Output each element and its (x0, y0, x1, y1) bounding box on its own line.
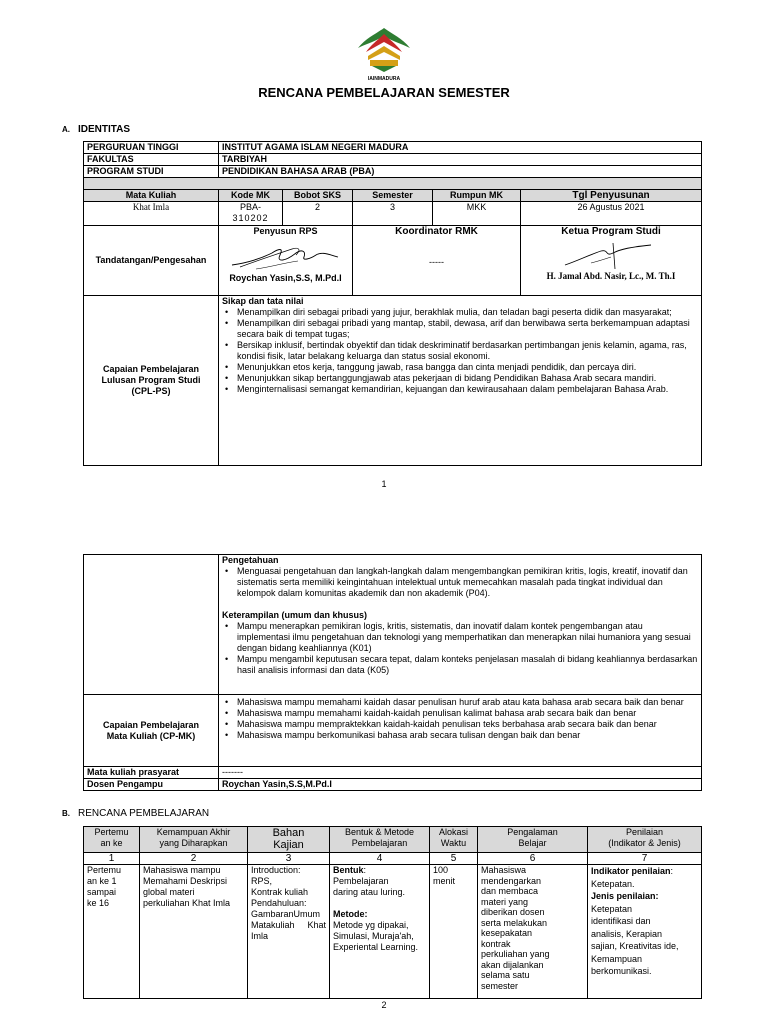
bahan-word: Matakuliah (251, 920, 295, 930)
hdr-line: Waktu (440, 838, 467, 848)
cpmk-label-cell (84, 695, 219, 767)
pengetahuan-content-cell (219, 555, 702, 695)
cp-continuation-table (83, 554, 702, 791)
pengetahuan-title: Pengetahuan (222, 555, 279, 565)
cpmk-row (84, 695, 702, 767)
pengalaman-line: diberikan dosen (481, 907, 545, 917)
bahan-line: GambaranUmum (251, 909, 321, 919)
bentuk-label: Bentuk (333, 865, 364, 875)
kemampuan-line: Mahasiswa mampu (143, 865, 221, 875)
plan-hdr-pengalaman (478, 827, 588, 853)
plan-hdr-pertemuan (84, 827, 140, 853)
sikap-item: • Menampilkan diri sebagai pribadi yang jujur, berakhlak mulia, dan teladan bagi peserta didik dan masyarakat; (222, 307, 698, 318)
section-b-title: RENCANA PEMBELAJARAN (78, 808, 210, 819)
prodi-label: PROGRAM STUDI (84, 166, 219, 178)
cpmk-item: • Mahasiswa mampu memahami kaidah dasar penulisan huruf arab atau kata bahasa arab secara baik dan benar (222, 697, 698, 708)
sikap-item: • Menampilkan diri sebagai pribadi yang mantap, stabil, dewasa, arif dan berwibawa serta berkemampuan adaptasi secara baik di tempat tugas; (222, 318, 698, 340)
bentuk-heading (333, 865, 426, 876)
identity-row-prodi (84, 166, 702, 178)
metode-line: Simulasi, Muraja'ah, (333, 931, 414, 941)
col-number: 1 (84, 853, 140, 865)
sign-label-cell (84, 226, 219, 296)
hdr-line: Pengalaman (507, 827, 558, 837)
cell-kemampuan (140, 865, 248, 999)
hdr-semester: Semester (353, 190, 433, 202)
section-b-heading (62, 808, 209, 819)
course-value-row (84, 202, 702, 226)
plan-table (83, 826, 702, 999)
hdr-mata-kuliah: Mata Kuliah (84, 190, 219, 202)
document-title: RENCANA PEMBELAJARAN SEMESTER (258, 85, 510, 100)
pertemuan-line: Pertemu (87, 865, 122, 875)
bahan-line: Introduction: (251, 865, 301, 875)
identity-blank-row (84, 178, 702, 190)
page-number-1: 1 (381, 479, 387, 489)
prasyarat-value: ------- (219, 767, 702, 779)
cpl-label-cell (84, 296, 219, 466)
koordinator-cell (353, 226, 521, 296)
sikap-title: Sikap dan tata nilai (222, 296, 304, 306)
hdr-line: (Indikator & Jenis) (608, 838, 681, 848)
plan-number-row (84, 853, 702, 865)
metode-line: Metode yg dipakai, (333, 920, 409, 930)
col-number: 5 (430, 853, 478, 865)
plan-row (84, 865, 702, 999)
penyusun-signature-icon (226, 239, 346, 273)
hdr-bobot-sks: Bobot SKS (283, 190, 353, 202)
sikap-item: • Menunjukkan etos kerja, tanggung jawab, rasa bangga dan cinta menjadi pendidik, dan percaya diri. (222, 362, 698, 373)
col-number: 6 (478, 853, 588, 865)
logo-caption: IAINMADURA (367, 76, 401, 82)
kaprodi-name: H. Jamal Abd. Nasir, Lc., M. Th.I (546, 271, 676, 281)
cpmk-item: • Mahasiswa mampu berkomunikasi bahasa arab secara tulisan dengan baik dan benar (222, 730, 698, 741)
pengetahuan-item: • Menguasai pengetahuan dan langkah-langkah dalam mengembangkan pemikiran kritis, logis, kreatif, inovatif dan sistematis serta memiliki keingintahuan intelektual untuk memecahkan masalah pada tingkat individual dan kelompok dalam komunitas akademik dan non akademik (P04). (222, 566, 698, 599)
pengalaman-line: akan dijalankan (481, 959, 544, 970)
kaprodi-cell (521, 226, 702, 296)
kemampuan-line: perkuliahan Khat Imla (143, 898, 231, 908)
hdr-line: Pembelajaran (351, 838, 408, 848)
pengalaman-line: kesepakatan (481, 928, 533, 938)
keterampilan-item: • Mampu mengambil keputusan secara tepat, dalam konteks penjelasan masalah di bidang keahliannya berdasarkan hasil analisis informasi dan data (K05) (222, 654, 698, 676)
cell-bentuk (330, 865, 430, 999)
bahan-word: Khat (307, 920, 326, 930)
kemampuan-line: global materi (143, 887, 195, 897)
cpl-content-cell (219, 296, 702, 466)
pengalaman-line: serta melakukan (481, 917, 548, 928)
val-semester: 3 (353, 202, 433, 226)
cpl-label-line-2: Lulusan Program Studi (101, 375, 201, 385)
indikator-line (591, 865, 698, 890)
bahan-line-justified (251, 920, 326, 931)
cpmk-content-cell (219, 695, 702, 767)
cell-alokasi (430, 865, 478, 999)
bahan-line: Kontrak kuliah (251, 887, 309, 897)
section-a-title: IDENTITAS (78, 124, 131, 135)
col-number: 2 (140, 853, 248, 865)
hdr-line: Bentuk & Metode (344, 827, 415, 837)
section-a-letter: A. (62, 125, 70, 134)
cpl-label-line-1: Capaian Pembelajaran (102, 364, 200, 374)
pengalaman-line: Mahasiswa (481, 865, 527, 875)
cpmk-item: • Mahasiswa mampu memahami kaidah-kaidah penulisan kalimat bahasa arab secara baik dan benar (222, 708, 698, 719)
alokasi-line: menit (433, 876, 456, 886)
fakultas-label: FAKULTAS (84, 154, 219, 166)
plan-header-row (84, 827, 702, 853)
pengetahuan-row (84, 555, 702, 695)
hdr-line: an ke (100, 838, 123, 848)
cpmk-list (222, 697, 698, 741)
kaprodi-label: Ketua Program Studi (561, 226, 661, 237)
plan-hdr-bahan (248, 827, 330, 853)
keterampilan-list (222, 621, 698, 676)
pengalaman-line: mendengarkan (481, 875, 542, 886)
cell-pengalaman (478, 865, 588, 999)
col-number: 7 (588, 853, 702, 865)
bahan-line: Imla (251, 931, 269, 941)
indikator-value: : Ketepatan. (591, 866, 674, 889)
jenis-line: identifikasi dan (591, 916, 651, 926)
pertemuan-line: an ke 1 (87, 876, 117, 886)
cpmk-item: • Mahasiswa mampu mempraktekkan kaidah-kaidah penulisan teks berbahasa arab secara baik dan benar (222, 719, 698, 730)
dosen-value: Roychan Yasin,S.S,M.Pd.I (219, 779, 702, 791)
metode-line: Experiental Learning. (333, 942, 419, 952)
cpmk-label-line-1: Capaian Pembelajaran (102, 719, 200, 730)
dosen-row (84, 779, 702, 791)
hdr-line: Pertemu (94, 827, 129, 837)
kaprodi-signature-icon (561, 239, 661, 271)
jenis-line: berkomunikasi. (591, 966, 652, 976)
val-tgl-penyusunan: 26 Agustus 2021 (521, 202, 702, 226)
hdr-line: Penilaian (625, 827, 664, 837)
course-header-row (84, 190, 702, 202)
jenis-line: sajian, Kreativitas ide, (591, 941, 679, 951)
plan-hdr-kemampuan (140, 827, 248, 853)
kemampuan-line: Memahami Deskripsi (143, 876, 228, 886)
sikap-list (222, 307, 698, 395)
val-mata-kuliah: Khat Imla (84, 202, 219, 226)
pengalaman-line: dan membaca (481, 886, 539, 896)
bentuk-line: daring atau luring. (333, 887, 406, 897)
val-kode-mk (219, 202, 283, 226)
plan-hdr-penilaian (588, 827, 702, 853)
hdr-line: Bahan (272, 827, 305, 839)
logo-emblem-icon (354, 26, 414, 74)
bentuk-colon: : (363, 865, 367, 875)
hdr-line: Alokasi (438, 827, 468, 837)
sikap-item: • Menunjukkan sikap bertanggungjawab atas pekerjaan di bidang Pendidikan Bahasa Arab secara mandiri. (222, 373, 698, 384)
cell-pertemuan (84, 865, 140, 999)
section-b-letter: B. (62, 809, 70, 818)
jenis-label: Jenis penilaian: (591, 891, 659, 901)
pertemuan-line: ke 16 (87, 898, 110, 908)
dosen-label: Dosen Pengampu (84, 779, 219, 791)
pengalaman-line: semester (481, 980, 519, 991)
metode-label: Metode: (333, 909, 368, 919)
plan-hdr-alokasi (430, 827, 478, 853)
val-rumpun-mk: MKK (433, 202, 521, 226)
col-number: 3 (248, 853, 330, 865)
bentuk-line: Pembelajaran (333, 876, 389, 886)
pengetahuan-list (222, 566, 698, 599)
hdr-line: Kemampuan Akhir (156, 827, 231, 837)
keterampilan-title: Keterampilan (umum dan khusus) (222, 610, 368, 620)
sign-label: Tandatangan/Pengesahan (95, 255, 207, 265)
keterampilan-item: • Mampu menerapkan pemikiran logis, kritis, sistematis, dan inovatif dalam kontek pengembangan atau implementasi ilmu pengetahuan dan teknologi yang memperhatikan dan menerapkan nilai humaniora yang sesuai dengan bidang keahliannya (K01) (222, 621, 698, 654)
section-a-heading (62, 124, 130, 135)
identity-row-perguruan (84, 142, 702, 154)
indikator-label: Indikator penilaian (591, 866, 671, 876)
pengalaman-line: materi yang (481, 896, 529, 907)
bahan-line: Pendahuluan: (251, 898, 307, 908)
hdr-line: Kajian (273, 839, 304, 851)
cpmk-label-line-2: Mata Kuliah (CP-MK) (106, 730, 196, 741)
cell-bahan (248, 865, 330, 999)
perguruan-value: INSTITUT AGAMA ISLAM NEGERI MADURA (219, 142, 702, 154)
val-bobot-sks: 2 (283, 202, 353, 226)
penyusun-label: Penyusun RPS (253, 226, 318, 236)
cell-penilaian (588, 865, 702, 999)
pengalaman-line: perkuliahan yang (481, 949, 550, 959)
pengetahuan-label-cell (84, 555, 219, 695)
plan-hdr-bentuk (330, 827, 430, 853)
jenis-line: Ketepatan (591, 903, 633, 914)
page-number-2: 2 (381, 1000, 387, 1010)
prasyarat-label: Mata kuliah prasyarat (84, 767, 219, 779)
jenis-line: analisis, Kerapian (591, 928, 663, 939)
hdr-rumpun-mk: Rumpun MK (433, 190, 521, 202)
sikap-item: • Menginternalisasi semangat kemandirian, kejuangan dan kewirausahaan dalam pembelajaran Bahasa Arab. (222, 384, 698, 395)
penyusun-cell (219, 226, 353, 296)
prasyarat-row (84, 767, 702, 779)
signature-row (84, 226, 702, 296)
kode-line-1: PBA- (239, 202, 261, 212)
fakultas-value: TARBIYAH (219, 154, 702, 166)
identity-table (83, 141, 702, 466)
institution-logo (354, 26, 414, 82)
bahan-line: RPS, (251, 876, 273, 886)
grey-spacer (84, 178, 702, 190)
pertemuan-line: sampai (87, 887, 117, 897)
prodi-value: PENDIDIKAN BAHASA ARAB (PBA) (219, 166, 702, 178)
kode-line-2: 310202 (232, 213, 269, 223)
pengalaman-line: selama satu (481, 970, 530, 980)
identity-row-fakultas (84, 154, 702, 166)
col-number: 4 (330, 853, 430, 865)
hdr-line: Belajar (518, 838, 547, 848)
cpl-row (84, 296, 702, 466)
pengalaman-line: kontrak (481, 938, 511, 949)
hdr-line: yang Diharapkan (159, 838, 228, 848)
koordinator-label: Koordinator RMK (395, 226, 478, 237)
cpl-label-line-3: (CPL-PS) (131, 386, 171, 396)
koordinator-value: ----- (429, 257, 444, 267)
perguruan-label: PERGURUAN TINGGI (84, 142, 219, 154)
jenis-line: Kemampuan (591, 953, 643, 964)
hdr-tgl-penyusunan: Tgl Penyusunan (521, 190, 702, 202)
hdr-kode-mk: Kode MK (219, 190, 283, 202)
alokasi-line: 100 (433, 865, 449, 875)
sikap-item: • Bersikap inklusif, bertindak obyektif dan tidak deskriminatif berdasarkan pertimbangan jenis kelamin, agama, ras, kondisi fisik, latar belakang keluarga dan status sosial ekonomi. (222, 340, 698, 362)
penyusun-name: Roychan Yasin,S.S, M.Pd.I (229, 273, 342, 283)
